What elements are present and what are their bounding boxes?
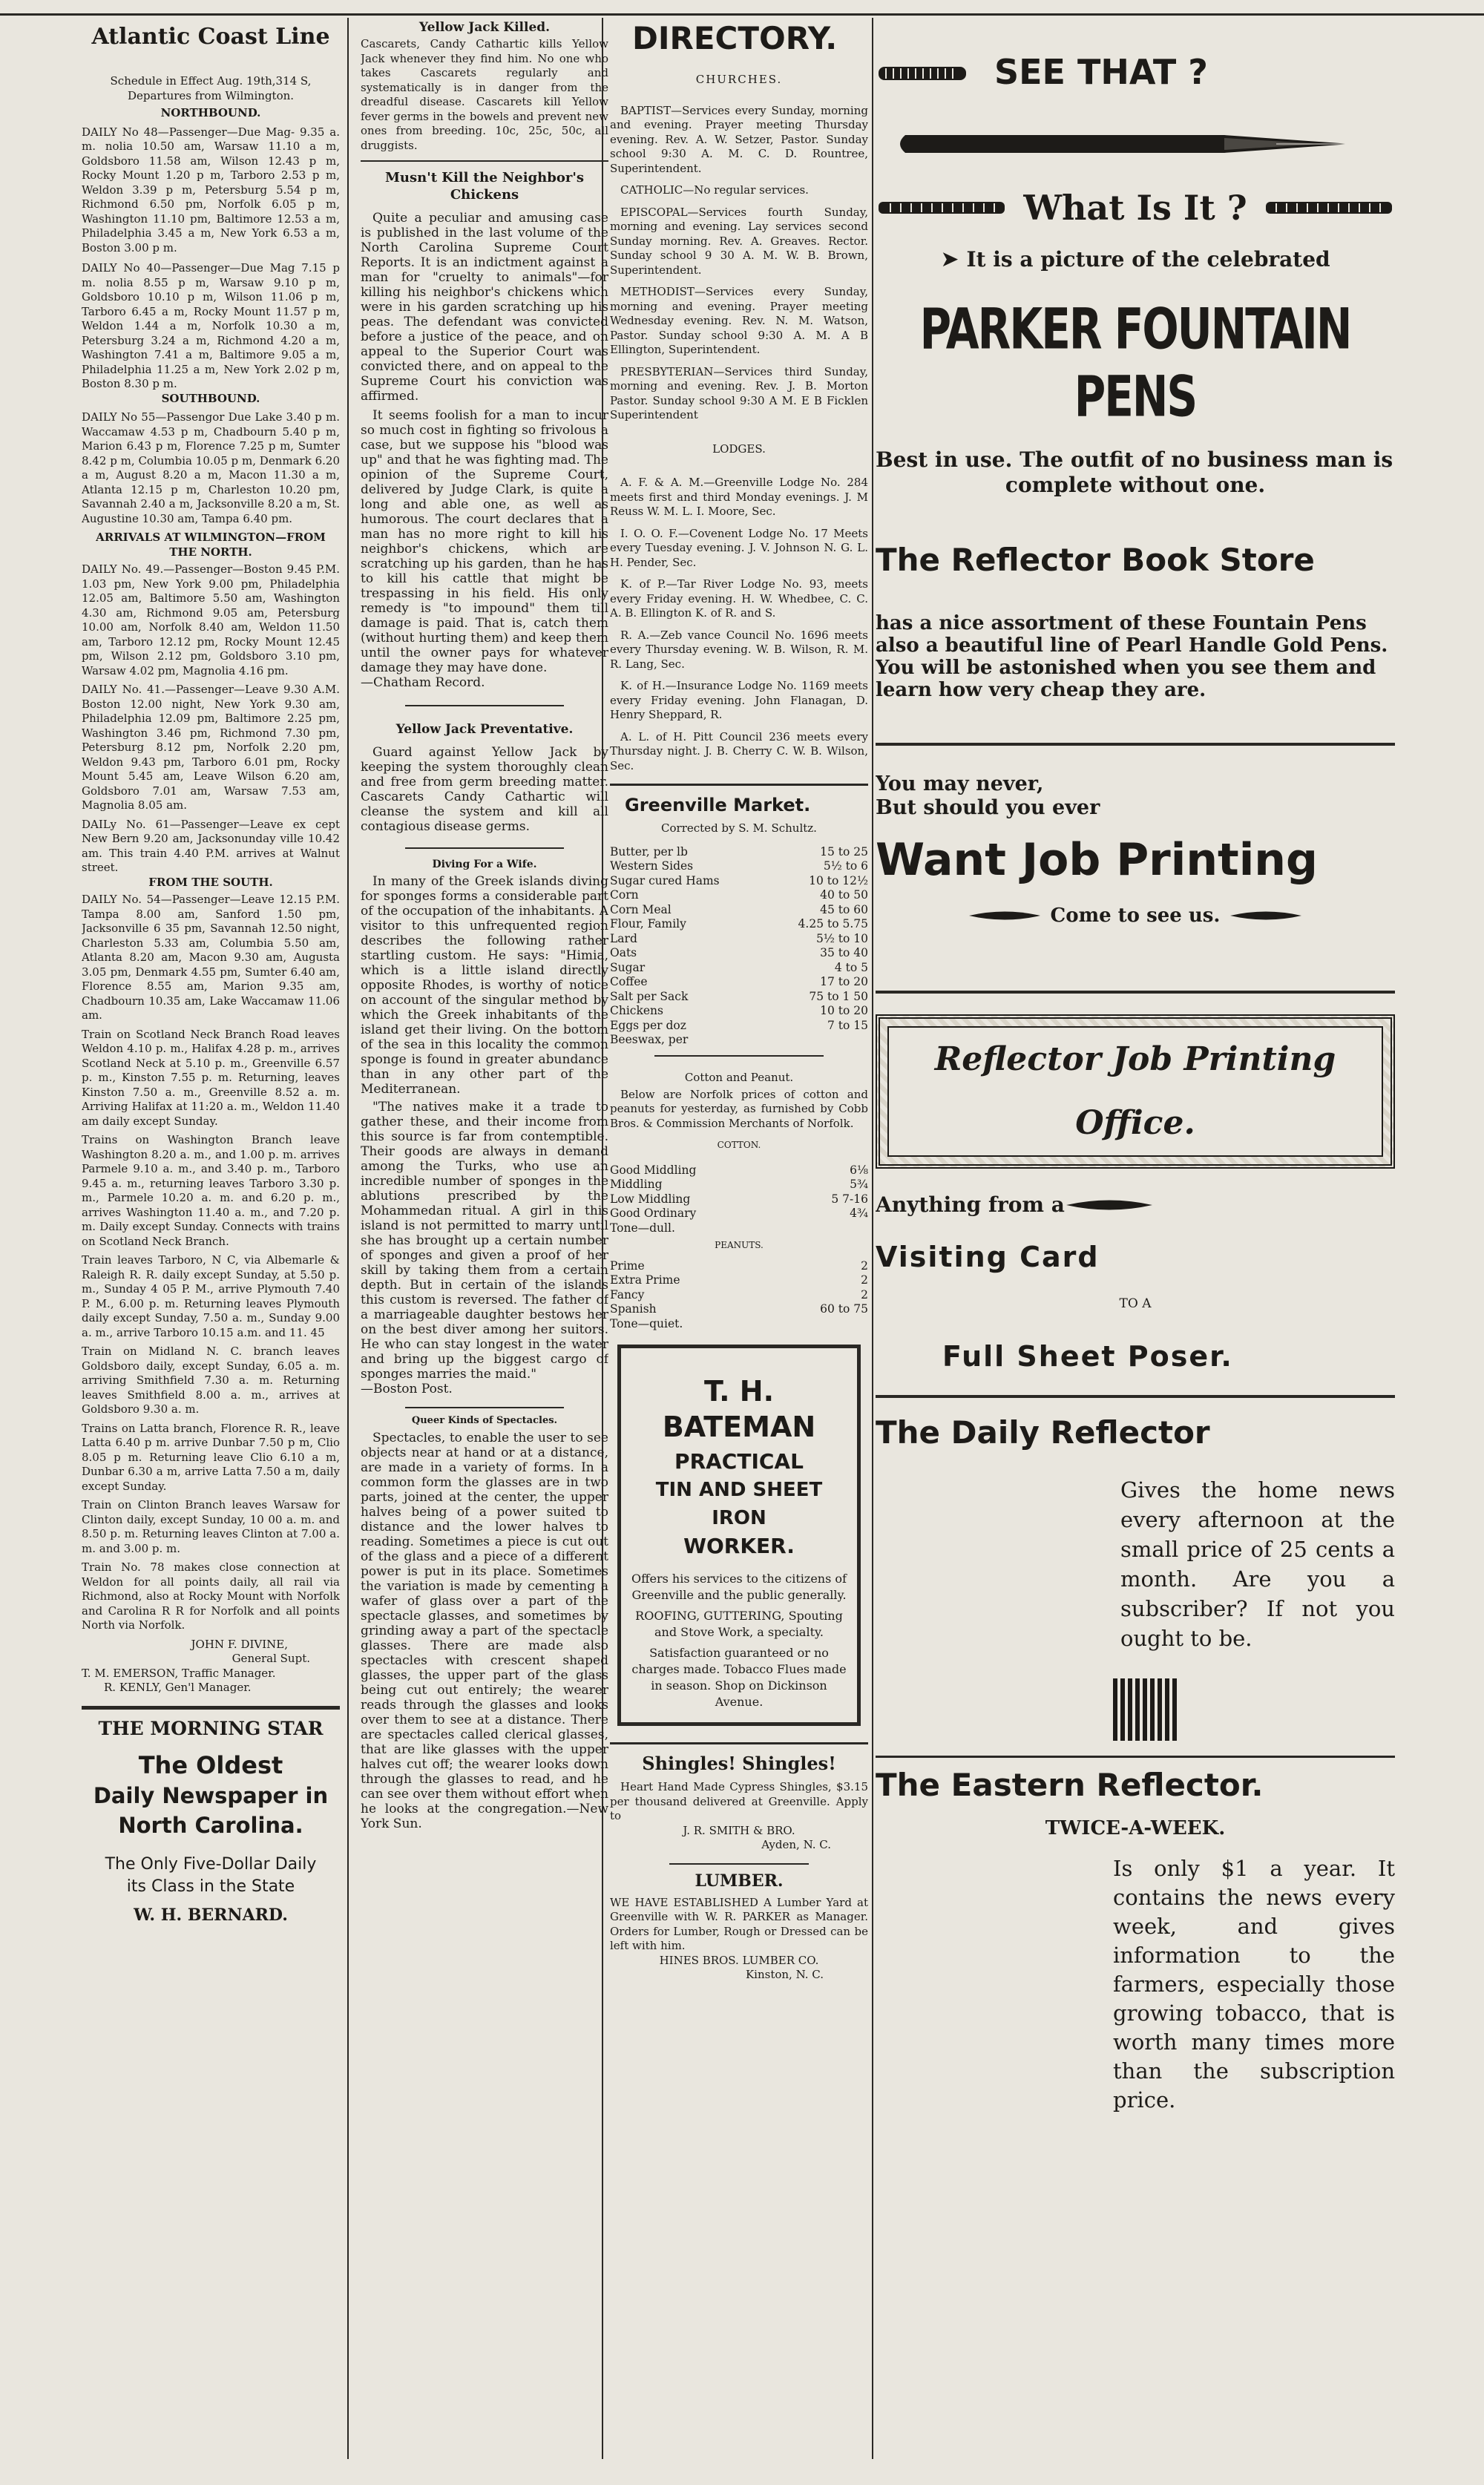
arrivals-heading: ARRIVALS AT WILMINGTON—FROM THE NORTH. [96, 531, 326, 559]
market-row-item: Corn [610, 888, 639, 902]
chickens-source: —Chatham Record. [361, 675, 485, 690]
market-row-price: 40 to 50 [820, 888, 868, 902]
ad-divider-4 [876, 1756, 1395, 1758]
market-row [610, 946, 868, 961]
ad-divider-2 [876, 991, 1395, 994]
to-a-line: TO A [1119, 1296, 1152, 1311]
presbyterian-entry: PRESBYTERIAN—Services third Sunday, morning and evening. Rev. J. B. Morton Pastor. Sunday school 9:30 A M. E B Ficklen Superintendent [610, 364, 868, 421]
train-61: DAILy No. 61—Passenger—Leave ex cept New Bern 9.20 am, Jacksonunday ville 10.42 am. This train 4.40 P.M. arrives at Walnut street. [82, 817, 340, 874]
tarboro-train: Train leaves Tarboro, N C, via Albemarle & Raleigh R. R. daily except Sunday, at 5.50 p. m., Sunday 4 05 P. M., arrive Plymouth 7.40 P. M., 6.00 p. m. Returning leaves Plymouth daily except Sunday, 7.50 a. m., Sunday 9.00 a. m., arrive Tarboro 10.15 a.m. and 11. 45 [82, 1253, 340, 1339]
market-row [610, 888, 868, 903]
latta-branch: Trains on Latta branch, Florence R. R., leave Latta 6.40 p m. arrive Dunbar 7.50 p m, Clio 8.05 p m. Returning leave Clio 6.10 a m, Dunbar 6.30 a m, arrive Latta 7.50 a m, daily except Sunday. [82, 1421, 340, 1493]
bateman-tin: TIN AND SHEET IRON [655, 1479, 823, 1529]
market-row [610, 1004, 868, 1019]
bateman-name: T. H. BATEMAN [662, 1375, 816, 1443]
baptist-entry: BAPTIST—Services every Sunday, morning and evening. Prayer meeting Thursday evening. Rev. A. W. Setzer, Pastor. Sunday school 9:30 A. M. C. D. Rountree, Superintendent. [610, 103, 868, 175]
market-row-item: Lard [610, 931, 637, 945]
cotton-peanut-body: Below are Norfolk prices of cotton and peanuts for yesterday, as furnished by Cobb Bros. & Commission Merchants of Norfolk. [610, 1087, 868, 1130]
cotton-row-item: Good Ordinary [610, 1207, 697, 1220]
market-row-price: 17 to 20 [820, 975, 868, 988]
job-office-banner [876, 1014, 1395, 1169]
lumber-place: Kinston, N. C. [745, 1968, 824, 1981]
bateman-worker: WORKER. [683, 1534, 795, 1558]
midland-branch: Train on Midland N. C. branch leaves Goldsboro daily, except Sunday, 6.05 a. m. arriving Smithfield 7.30 a. m. Returning leaves Smithfield 8.00 a. m., arrives at Goldsboro 9.30 a. m. [82, 1345, 340, 1416]
flourish-left-icon [968, 905, 1042, 927]
market-row [610, 859, 868, 874]
market-price-list [610, 845, 868, 1048]
column-rule-3 [872, 18, 873, 2459]
kp-entry: K. of P.—Tar River Lodge No. 93, meets every Friday evening. H. W. Whedbee, C. C. A. B. Ellington K. of R. and S. [610, 577, 868, 620]
peanut-row [610, 1288, 868, 1303]
peanut-row [610, 1273, 868, 1288]
market-row-item: Chickens [610, 1004, 663, 1017]
market-row [610, 845, 868, 860]
market-byline: Corrected by S. M. Schultz. [661, 821, 817, 835]
cotton-row-item: Low Middling [610, 1192, 691, 1206]
divider-4 [405, 1407, 564, 1408]
market-row-price: 10 to 20 [820, 1004, 868, 1017]
picture-row [876, 246, 1395, 272]
star-divider [82, 1706, 340, 1710]
full-sheet-poster: Full Sheet Poser. [942, 1340, 1233, 1373]
market-row-item: Sugar cured Hams [610, 873, 720, 887]
best-line-1: Best in use. The outfit of no business man is [876, 447, 1393, 472]
fountain-pen-icon [876, 46, 972, 98]
market-row-item: Sugar [610, 960, 646, 974]
bateman-body-3: Satisfaction guaranteed or no charges made. Tobacco Flues made in season. Shop on Dickinson Avenue. [631, 1646, 847, 1709]
pen-ad-top [876, 46, 1395, 98]
market-row-item: Oats [610, 946, 637, 959]
bateman-practical: PRACTICAL [674, 1449, 804, 1474]
column-directory [610, 19, 868, 2416]
pen-nib-icon [876, 186, 1009, 230]
peanut-row-item: Fancy [610, 1287, 645, 1301]
what-is-heading: What Is It ? [1023, 188, 1247, 228]
divine-name: JOHN F. DIVINE, [191, 1637, 288, 1651]
column-railroad [82, 19, 340, 2409]
market-row [610, 1019, 868, 1034]
northbound-heading: NORTHBOUND. [160, 106, 261, 119]
peanut-row-item: Prime [610, 1258, 645, 1273]
episcopal-entry: EPISCOPAL—Services fourth Sunday, morning and evening. Lay services second Sunday morning. Rev. A. Greaves. Rector. Sunday school 9 30 A. M. W. B. Brown, Superintendent. [610, 205, 868, 277]
come-line: Come to see us. [1050, 905, 1221, 927]
best-line-2: complete without one. [1005, 473, 1266, 497]
departures-line: Departures from Wilmington. [127, 88, 295, 102]
peanut-row-price: 2 [861, 1258, 868, 1273]
bernard-line: W. H. BERNARD. [134, 1905, 288, 1925]
cotton-divider [654, 1055, 824, 1057]
may-line-2: But should you ever [876, 796, 1100, 819]
market-row-item: Coffee [610, 975, 648, 988]
market-row [610, 903, 868, 918]
koh-entry: K. of H.—Insurance Lodge No. 1169 meets every Friday evening. John Flanagan, D. Henry Sheppard, R. [610, 679, 868, 721]
market-row [610, 932, 868, 947]
diving-body-2: "The natives make it a trade to gather these, and their income from this source is far from contemptible. Their goods are always in demand among the Turks, who use an incredible number of sponges in the ablutions prescribed by the Mohammedan ritual. A girl in this island is not permitted to marry until she has brought up a certain number of sponges and given a proof of her skill by taking them from a certain depth. But in certain of the islands this custom is reversed. The father of a marriageable daughter bestows her on the best diver among her suitors. He who can stay longest in the water and bring up the biggest cargo of sponges marries the maid." [361, 1100, 608, 1382]
alh-entry: A. L. of H. Pitt Council 236 meets every Thursday night. J. B. Cherry C. W. B. Wilson, Sec. [610, 729, 868, 772]
cotton-price-list [610, 1163, 868, 1236]
preventative-title: Yellow Jack Preventative. [395, 722, 574, 737]
diving-title: Diving For a Wife. [432, 859, 537, 870]
chickens-body-1: Quite a peculiar and amusing case is published in the last volume of the North Carolina Supreme Court Reports. It is an indictment against a man for "cruelty to animals"—for killing his neighbor's chickens which were in his garden scratching up his peas. The defendant was convicted before a justice of the peace, and on appeal to the Superior Court was convicted there, and on appeal to the Supreme Court his conviction was affirmed. [361, 211, 608, 404]
train-54: DAILY No. 54—Passenger—Leave 12.15 P.M. Tampa 8.00 am, Sanford 1.50 pm, Jacksonville 6 35 pm, Savannah 12.50 night, Charleston 5.33 am, Columbia 5.50 am, Atlanta 8.20 am, Macon 9.30 am, Augusta 3.05 pm, Denmark 4.55 pm, Sumter 6.40 am, Florence 8.55 am, Marion 9.35 am, Chadbourn 10.35 am, Lake Waccamaw 11.06 am. [82, 893, 340, 1022]
peanut-row-price: 60 to 75 [820, 1302, 868, 1316]
peanut-price-list [610, 1259, 868, 1332]
may-line-1: You may never, [876, 772, 1044, 795]
cotton-row-item: Middling [610, 1178, 663, 1191]
market-row-price: 35 to 40 [820, 946, 868, 959]
emerson-line: T. M. EMERSON, Traffic Manager. [82, 1666, 276, 1680]
market-row-price: 15 to 25 [820, 844, 868, 859]
train-48: DAILY No 48—Passenger—Due Mag- 9.35 a. m. nolia 10.50 am, Warsaw 11.10 a m, Goldsboro 11.58 am, Wilson 12.43 p m, Rocky Mount 1.20 p m, Tarboro 2.53 p m, Weldon 3.39 p m, Petersburg 5.54 p m, Richmond 6.50 pm, Norfolk 6.05 p m, Washington 11.10 pm, Baltimore 12.53 a m, Philadelphia 3.45 a m, New York 6.53 a m, Boston 3.00 p m. [82, 125, 340, 255]
cotton-row-price: 5¾ [850, 1178, 868, 1191]
peanut-row-price: 2 [861, 1273, 868, 1287]
bookstore-title: The Reflector Book Store [876, 542, 1315, 578]
market-row [610, 1033, 868, 1048]
churches-heading: CHURCHES. [695, 73, 783, 86]
morning-star-title: THE MORNING STAR [98, 1717, 324, 1739]
market-row-price: 4.25 to 5.75 [798, 917, 868, 930]
market-row-price: 4 to 5 [834, 960, 868, 974]
peanut-row-item: Tone—quiet. [610, 1316, 683, 1330]
catholic-entry: CATHOLIC—No regular services. [620, 183, 809, 197]
see-that-heading: SEE THAT ? [994, 52, 1208, 92]
flourish-right-icon [1229, 905, 1303, 927]
chickens-body-2: It seems foolish for a man to incur so much cost in fighting so frivolous a case, but we suppose his "blood was up" and that he was fighting mad. The opinion of the Supreme Court, delivered by Judge Clark, is quite a long and able one, as well as humorous. The court declares that a man has no more right to kill his neighbor's chickens, which are scratching up his garden, than he has to kill his cattle that might be trespassing in his field. His only remedy is "to impound" them till damage is paid. That is, catch them (without hurting them) and keep them until the owner pays for whatever damage they may have done. [361, 408, 608, 675]
lumber-title: LUMBER. [695, 1871, 784, 1891]
ornament-row [1113, 1678, 1395, 1741]
column-rule-1 [347, 18, 349, 2459]
what-is-row [876, 186, 1395, 230]
market-row [610, 874, 868, 889]
shingles-place: Ayden, N. C. [761, 1838, 831, 1851]
market-row-item: Beeswax, per [610, 1033, 689, 1046]
spectacles-title: Queer Kinds of Spectacles. [411, 1415, 558, 1426]
bateman-body-2: ROOFING, GUTTERING, Spouting and Stove Work, a specialty. [635, 1609, 843, 1639]
eastern-body: Is only $1 a year. It contains the news every week, and gives information to the farmers, especially those growing tobacco, that is worth many times more than the subscription price. [1113, 1856, 1395, 2113]
market-divider [610, 784, 868, 786]
methodist-entry: METHODIST—Services every Sunday, morning and evening. Prayer meeting Wednesday evening. Rev. N. M. Watson, Pastor. Sunday school 9:30 A. M. A B Ellington, Superintendent. [610, 285, 868, 356]
directory-title: DIRECTORY. [632, 20, 838, 56]
train-55: DAILY No 55—Passengor Due Lake 3.40 p m. Waccamaw 4.53 p m, Chadbourn 5.40 p m, Marion 6.43 p m, Florence 7.25 p m, Sumter 8.42 p m, Columbia 10.05 p m, Denmark 6.20 a m, August 8.20 a m, Macon 11.30 a m, Atlanta 12.15 p m, Charleston 10.20 pm, Savannah 2.40 a m, Jacksonville 8.20 a m, St. Augustine 10.30 am, Tampa 6.40 pm. [82, 410, 340, 525]
shingles-body: Heart Hand Made Cypress Shingles, $3.15 per thousand delivered at Greenville. Apply to [610, 1780, 868, 1822]
shingles-divider [610, 1742, 868, 1744]
market-row-price: 45 to 60 [820, 902, 868, 916]
iof-entry: I. O. O. F.—Covenent Lodge No. 17 Meets every Tuesday evening. J. V. Johnson N. G. L. H. Pender, Sec. [610, 526, 868, 569]
pointing-arrow-icon: ➤ [940, 246, 959, 272]
cotton-row [610, 1163, 868, 1178]
cotton-row [610, 1207, 868, 1221]
train-41: DAILY No. 41.—Passenger—Leave 9.30 A.M. Boston 12.00 night, New York 9.30 am, Philadelphia 12.09 pm, Baltimore 2.25 pm, Washington 3.46 pm, Richmond 7.30 pm, Petersburg 8.12 pm, Norfolk 2.20 pm, Weldon 9.43 pm, Tarboro 6.01 pm, Rocky Mount 5.45 am, Leave Wilson 6.20 am, Goldsboro 7.01 am, Warsaw 7.53 am, Magnolia 8.05 am. [82, 683, 340, 812]
shingles-firm: J. R. SMITH & BRO. [683, 1823, 795, 1837]
cotton-heading: COTTON. [717, 1140, 761, 1150]
job-office-title: Reflector Job Printing Office. [887, 1026, 1383, 1157]
peanut-row-item: Spanish [610, 1302, 657, 1316]
assort-text: has a nice assortment of these Fountain Pens also a beautiful line of Pearl Handle Gold Pens. You will be astonished when you see them and learn how very cheap they are. [876, 612, 1388, 701]
anything-row [876, 1192, 1395, 1217]
peanut-row [610, 1259, 868, 1274]
divider-3 [405, 847, 564, 849]
lumber-firm: HINES BROS. LUMBER CO. [659, 1953, 819, 1967]
top-rule [0, 13, 1484, 16]
market-row-item: Butter, per lb [610, 844, 688, 859]
market-row-price: 5½ to 6 [823, 859, 868, 873]
ornament-icon [1113, 1678, 1180, 1741]
lodges-heading: LODGES. [712, 441, 766, 456]
ad-divider-3 [876, 1395, 1395, 1398]
eastern-reflector-title: The Eastern Reflector. [876, 1767, 1264, 1803]
divine-title: General Supt. [232, 1652, 310, 1665]
yellow-jack-title: Yellow Jack Killed. [418, 20, 551, 35]
oldest-line-1: The Oldest [138, 1750, 283, 1779]
market-row-item: Western Sides [610, 859, 694, 873]
chickens-title: Musn't Kill the Neighbor's Chickens [384, 170, 584, 203]
oldest-line-3: North Carolina. [118, 1812, 303, 1838]
fountain-pen-body-icon [876, 105, 1395, 172]
train-49: DAILY No. 49.—Passenger—Boston 9.45 P.M. 1.03 pm, New York 9.00 pm, Philadelphia 12.05 am, Baltimore 5.50 am, Washington 4.30 am, Richmond 9.05 am, Petersburg 10.00 am, Norfolk 8.40 am, Weldon 11.50 am, Tarboro 12.12 pm, Rocky Mount 12.45 pm, Wilson 2.12 pm, Goldsboro 3.10 pm, Warsaw 4.02 pm, Magnolia 4.16 pm. [82, 562, 340, 677]
yellow-jack-body: Cascarets, Candy Cathartic kills Yellow Jack whenever they find him. No one who takes Cascarets regularly and systematically is in danger from the dreadful disease. Cascarets kill Yellow fever germs in the bowels and prevent new ones from breeding. 10c, 25c, 50c, all druggists. [361, 37, 608, 152]
market-row-item: Corn Meal [610, 902, 672, 916]
peanuts-heading: PEANUTS. [715, 1240, 764, 1250]
cotton-row [610, 1192, 868, 1207]
cotton-row-item: Tone—dull. [610, 1221, 675, 1235]
diving-body-1: In many of the Greek islands diving for sponges forms a considerable part of the occupation of the inhabitants. A visitor to this unfrequented region describes the following rather startling custom. He says: "Himia, which is a little island directly opposite Rhodes, is worthy of notice on account of the singular method by which the Greek inhabitants of the island get their living. On the bottom of the sea in this locality the common sponge is found in greater abundance than in any other part of the Mediterranean. [361, 874, 608, 1097]
column-advertisements [876, 19, 1395, 2438]
oldest-line-2: Daily Newspaper in [93, 1782, 329, 1808]
market-row-price: 5½ to 10 [815, 931, 868, 945]
cotton-row [610, 1178, 868, 1192]
cotton-row-price: 4¾ [850, 1207, 868, 1220]
only-line-1: The Only Five-Dollar Daily [105, 1854, 317, 1874]
market-row [610, 961, 868, 976]
train-78: Train No. 78 makes close connection at Weldon for all points daily, all rail via Richmond, also at Rocky Mount with Norfolk and Carolina R R for Norfolk and all points North via Norfolk. [82, 1560, 340, 1632]
diving-source: —Boston Post. [361, 1382, 453, 1396]
divider-2 [405, 705, 564, 706]
market-row-price: 7 to 15 [827, 1018, 868, 1032]
bateman-ad [617, 1345, 861, 1726]
market-title: Greenville Market. [625, 795, 811, 815]
peanut-row [610, 1302, 868, 1317]
fromsouth-heading: FROM THE SOUTH. [148, 875, 273, 889]
preventative-body: Guard against Yellow Jack by keeping the system thoroughly clean and free from germ breeding matter. Cascarets Candy Cathartic will cleanse the system and kill all contagious disease germs. [361, 745, 608, 834]
picture-line: It is a picture of the celebrated [966, 247, 1330, 272]
divider-1 [361, 160, 608, 162]
daily-body: Gives the home news every afternoon at the small price of 25 cents a month. Are you a subscriber? If not you ought to be. [1120, 1477, 1395, 1651]
shingles-title: Shingles! Shingles! [642, 1753, 836, 1774]
come-row [876, 905, 1395, 927]
washington-branch: Trains on Washington Branch leave Washington 8.20 a. m., and 1.00 p. m. arrives Parmele 9.10 a. m., and 3.40 p. m., Tarboro 9.45 a. m., returning leaves Tarboro 3.30 p. m., Parmele 10.20 a. m. and 6.20 p. m., arrives Washington 11.40 a. m., and 7.20 p. m. Daily except Sunday. Connects with trains on Scotland Neck Branch. [82, 1133, 340, 1248]
peanut-row-item: Extra Prime [610, 1273, 680, 1287]
cotton-row-price: 5 7-16 [831, 1192, 868, 1206]
acl-title: Atlantic Coast Line [91, 24, 330, 50]
schedule-line: Schedule in Effect Aug. 19th,314 S, [110, 74, 312, 88]
flourish-anything-icon [1065, 1194, 1154, 1216]
visiting-card: Visiting Card [876, 1241, 1100, 1273]
anything-line: Anything from a [876, 1192, 1065, 1217]
daily-reflector-title: The Daily Reflector [876, 1414, 1210, 1451]
market-row-price: 10 to 12½ [809, 873, 868, 887]
market-row [610, 975, 868, 990]
kenly-line: R. KENLY, Gen'l Manager. [104, 1681, 252, 1694]
peanut-row [610, 1317, 868, 1332]
clinton-branch: Train on Clinton Branch leaves Warsaw for Clinton daily, except Sunday, 10 00 a. m. and 8.50 p. m. Returning leaves Clinton at 7.00 a. m. and 3.00 p. m. [82, 1498, 340, 1555]
pen-nib-icon-right [1261, 186, 1395, 230]
ad-divider-1 [876, 743, 1395, 746]
market-row-item: Eggs per doz [610, 1018, 686, 1032]
cotton-row-price: 6⅛ [850, 1163, 868, 1177]
ra-entry: R. A.—Zeb vance Council No. 1696 meets every Thursday evening. W. B. Wilson, R. M. R. Lang, Sec. [610, 628, 868, 671]
lumber-divider [669, 1863, 809, 1865]
cotton-row-item: Good Middling [610, 1163, 697, 1177]
only-line-2: its Class in the State [126, 1877, 295, 1896]
cotton-row [610, 1221, 868, 1236]
spectacles-body: Spectacles, to enable the user to see objects near at hand or at a distance, are made in a variety of forms. In a common form the glasses are in two parts, joined at the center, the upper halves being of a power suited to distance and the lower halves to reading. Sometimes a piece is cut out of the glass and a piece of a different power is put in its place. Sometimes the variation is made by cementing a wafer of glass over a part of the spectacle glasses, and sometimes by grinding away a part of the spectacle glasses. There are made also spectacles with crescent shaped glasses, the upper part of the glass being cut out entirely; the wearer reads through the glasses and looks over them to see at a distance. There are spectacles called clerical glasses, that are like glasses with the upper halves cut off; the wearer looks down through the glasses to read, and he can see over them without effort when he looks at the congregation.—New York Sun. [361, 1431, 608, 1831]
want-job-printing: Want Job Printing [876, 834, 1318, 886]
southbound-heading: SOUTHBOUND. [161, 391, 260, 405]
column-articles [361, 19, 608, 2423]
market-row-item: Flour, Family [610, 917, 686, 930]
bateman-body-1: Offers his services to the citizens of Greenville and the public generally. [631, 1572, 847, 1602]
market-row-price: 75 to 1 50 [809, 989, 868, 1003]
train-40: DAILY No 40—Passenger—Due Mag 7.15 p m. nolia 8.55 p m, Warsaw 9.10 p m, Goldsboro 10.10 p m, Wilson 11.06 p m, Tarboro 6.45 a m, Rocky Mount 11.57 p m, Weldon 1.44 a m, Norfolk 10.30 a m, Petersburg 3.24 a m, Richmond 4.20 a m, Washington 7.41 a m, Baltimore 9.05 a m, Philadelphia 11.25 a m, New York 2.02 p m, Boston 8.30 p m. [82, 261, 340, 390]
twice-a-week: TWICE-A-WEEK. [1045, 1817, 1226, 1839]
market-row [610, 917, 868, 932]
peanut-row-price: 2 [861, 1287, 868, 1301]
scotland-neck-branch: Train on Scotland Neck Branch Road leaves Weldon 4.10 p. m., Halifax 4.28 p. m., arrives Scotland Neck at 5.10 p. m., Greenville 6.57 p. m., Kinston 7.55 p. m. Returning, leaves Kinston 7.50 a. m., Greenville 8.52 a. m. Arriving Halifax at 11:20 a. m., Weldon 11.40 am daily except Sunday. [82, 1027, 340, 1128]
af-entry: A. F. & A. M.—Greenville Lodge No. 284 meets first and third Monday evenings. J. M Reuss W. M. L. I. Moore, Sec. [610, 476, 868, 518]
cotton-peanut-title: Cotton and Peanut. [684, 1070, 794, 1084]
parker-title: PARKER FOUNTAIN PENS [919, 296, 1351, 430]
market-row [610, 990, 868, 1005]
lumber-body: WE HAVE ESTABLISHED A Lumber Yard at Greenville with W. R. PARKER as Manager. Orders for Lumber, Rough or Dressed can be left with him. [610, 1895, 868, 1952]
market-row-item: Salt per Sack [610, 989, 689, 1003]
